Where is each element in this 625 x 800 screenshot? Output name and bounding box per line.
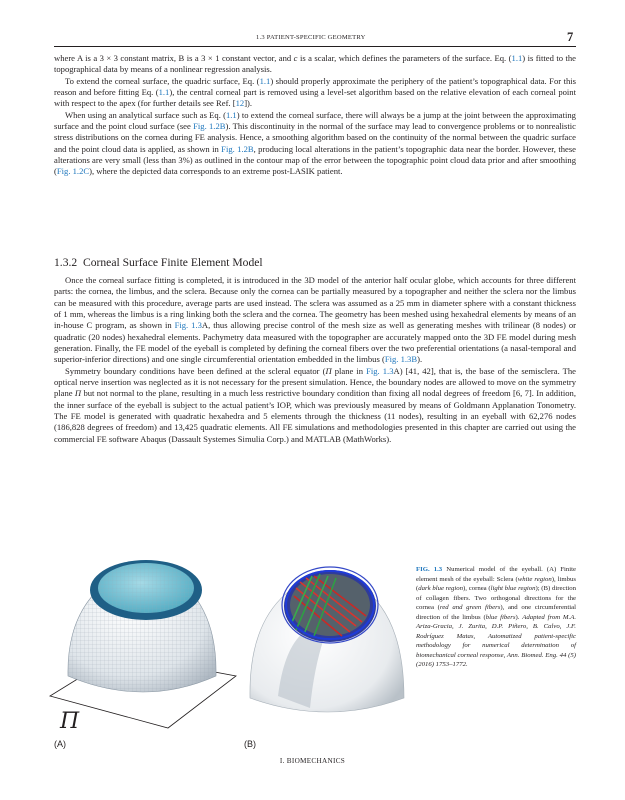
figure-label: FIG. 1.3 [416,566,443,573]
emphasis: c [293,53,298,63]
emphasis: red and green fibers [439,604,501,612]
emphasis: dark blue region [418,585,464,593]
cross-reference-link[interactable]: Fig. 1.2C [56,166,90,177]
paragraph: Once the corneal surface fitting is completed, it is introduced in the 3D model of the anterior half ocular globe, which accounts for three different parts: the cornea, the limbus, and the sclera. Because only the cornea can be partially measured by a topographer and neither the sclera nor the limbus can be measured with this procedure, average parts are used instead. The sclera was assumed as a 25 mm in diameter sphere with a constant thickness of 1 mm, whereas the limbus is a ring linking both the sclera and the cornea. The geometry has been meshed using hexahedral elements by means of an in-house C program, as shown in Fig. 1.3A, thus allowing precise control of the mesh size as well as generating meshes with trilinear (8 nodes) or quadratic (20 nodes) hexahedral elements. Pachymetry data measured with the topographer are accurately mapped onto the 3D FE model during mesh generation. Finally, the FE model of the eyeball is completed by defining the corneal fibers over the two preferential orientations (a nasal-temporal and superior-inferior directions) and one single circumferential orientation embedded in the limbus (Fig. 1.3B). [54,275,576,365]
section-number: 1.3.2 [54,256,78,269]
cross-reference-link[interactable]: Fig. 1.3B [384,354,418,365]
cross-reference-link[interactable]: 1.1 [259,75,271,86]
paragraph: where A is a 3 × 3 constant matrix, B is a 3 × 1 constant vector, and c is a scalar, which defines the parameters of the surface. Eq. (1.1) is fitted to the topographical data by means of a nonlinear regression analysis. [54,53,576,75]
running-head: 1.3 PATIENT-SPECIFIC GEOMETRY [256,34,366,41]
emphasis: white region [517,575,552,583]
cross-reference-link[interactable]: Fig. 1.3 [174,320,202,331]
emphasis: Adapted from M.A. Ariza-Gracia, J. Zurita, D.P. Piñero, B. Calvo, J.F. Rodríguez Matas, Automatized patient-specific methodology for numerical determination of biomechanical corneal response, Ann. Biomed. Eng. 44 (5) (2016) 1753–1772. [416,613,577,669]
cross-reference-link[interactable]: Fig. 1.3 [366,365,394,376]
cornea-mesh [98,563,194,613]
section-title: Corneal Surface Finite Element Model [82,256,263,269]
paragraph: Symmetry boundary conditions have been defined at the scleral equator (Π plane in Fig. 1.3A) [41, 42], that is, the base of the semisclera. The optical nerve insertion was neglected as it is not necessary for the present simulation. Hence, the boundary nodes are allowed to move on the symmetry plane Π but not normal to the plane, resulting in a much less restrictive boundary condition than fixing all nodal degrees of freedom [6, 7]. In addition, the inner surface of the eyeball is subject to the actual patient’s IOP, which was previously measured by means of Goldmann Applanation Tonometry. The FE model is generated with quadratic hexahedra and 5 elements through the thickness (11 nodes), resulting in an eyeball with 62,276 nodes (186,828 degrees of freedom) and 13,425 quadratic elements. All FE simulations and methodologies presented in this chapter are carried out using the commercial FE software Abaqus (Dassault Systemes Simulia Corp.) and MATLAB (MathWorks). [54,365,576,444]
page-number: 7 [567,30,574,44]
paragraph: To extend the corneal surface, the quadric surface, Eq. (1.1) should properly approximate the periphery of the patient’s topographical data. For this reason and before fitting Eq. (1.1), the central corneal part is removed using a level-set algorithm based on the relative elevation of each corneal point with respect to the apex (for further details see Ref. [12]). [54,75,576,109]
cross-reference-link[interactable]: 1.1 [511,53,523,63]
panel-b-label: (B) [244,739,256,749]
paragraph: When using an analytical surface such as Eq. (1.1) to extend the corneal surface, there will always be a jump at the joint between the approximating surface and the point cloud surface (see Fig. 1.2B). This discontinuity in the normal of the surface may lead to convergence problems or to nonrealistic stress distributions on the cornea during FE analysis. Hence, a smoothing algorithm based on the continuity of the normal between the quadric surface and the point cloud data is applied, as shown in Fig. 1.2B, producing local alterations in the patient’s topographic data near the border. However, these alterations are very small (less than 3%) as outlined in the contour map of the error between the topographic point cloud data prior and after smoothing (Fig. 1.2C), where the depicted data corresponds to an extreme post-LASIK patient. [54,109,576,177]
emphasis: blue fibers [485,613,516,621]
text-block-section [54,275,576,445]
header-rule [54,46,576,47]
figure-panel-b-fibers [244,548,410,738]
emphasis: Π [325,365,332,376]
cross-reference-link[interactable]: Fig. 1.2B [221,143,254,154]
footer: I. BIOMECHANICS [279,757,346,765]
cross-reference-link[interactable]: Fig. 1.2B [193,121,226,132]
text-block-top [54,53,576,178]
panel-a-label: (A) [54,739,66,749]
cross-reference-link[interactable]: 1.1 [158,87,170,98]
cross-reference-link[interactable]: 1.1 [225,109,237,120]
cross-reference-link[interactable]: 12 [235,98,245,109]
figure-panel-a-mesh [48,548,238,738]
figure-caption: FIG. 1.3 Numerical model of the eyeball. (A) Finite element mesh of the eyeball: Sclera (white region), limbus (dark blue region), cornea (light blue region); (B) direction of collagen fibers. Two orthogonal directions for the cornea (red and green fibers), and one circumferential direction of the limbus (blue fibers). Adapted from M.A. Ariza-Gracia, J. Zurita, D.P. Piñero, B. Calvo, J.F. Rodríguez Matas, Automatized patient-specific methodology for numerical determination of biomechanical corneal response, Ann. Biomed. Eng. 44 (5) (2016) 1753–1772. [416,566,577,669]
section-heading [54,256,263,269]
emphasis: Π [74,388,82,399]
emphasis: light blue region [490,585,536,593]
plane-symbol: Π [60,709,80,734]
